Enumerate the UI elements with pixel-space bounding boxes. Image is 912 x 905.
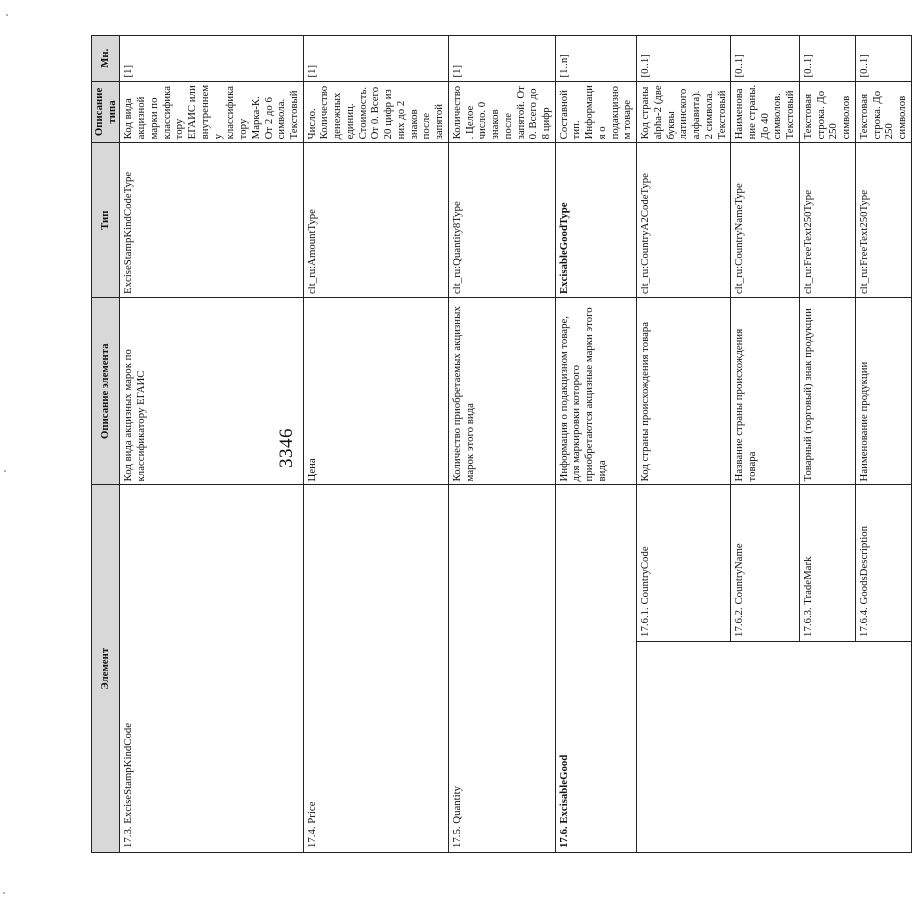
- table-header-row: [92, 36, 120, 853]
- multiplicity-cell: [0..1]: [855, 36, 911, 82]
- element-name: GoodsDescription: [857, 525, 870, 605]
- multiplicity-cell: [0..1]: [799, 36, 855, 82]
- row-number: 17.6.2.: [733, 607, 746, 637]
- multiplicity-cell: [0..1]: [637, 36, 731, 82]
- type-cell: clt_ru:Quantity8Type: [448, 143, 555, 298]
- header-description: Описание элемента: [92, 298, 120, 485]
- element-cell: [799, 485, 855, 642]
- element-cell: [731, 485, 800, 642]
- element-cell: [120, 485, 303, 853]
- table-row: [637, 36, 731, 853]
- multiplicity-cell: [1..n]: [555, 36, 636, 82]
- element-name: ExciseStampKindCode: [122, 722, 135, 824]
- type-cell: clt_ru:AmountType: [303, 143, 448, 298]
- row-number: 17.3.: [122, 826, 135, 848]
- element-name: ExcisableGood: [557, 754, 570, 824]
- type-description-cell: Наименование страны. До 40 символов. Текстовый: [731, 81, 800, 143]
- element-name: Price: [305, 801, 318, 824]
- element-cell: [555, 485, 636, 853]
- multiplicity-cell: [1]: [120, 36, 303, 82]
- row-number: 17.5.: [450, 826, 463, 848]
- multiplicity-cell: [0..1]: [731, 36, 800, 82]
- row-number: 17.6.3.: [801, 607, 814, 637]
- scan-speck: [6, 14, 8, 16]
- header-multiplicity: Мн.: [92, 36, 120, 82]
- description-cell: Цена: [303, 298, 448, 485]
- element-cell: [448, 485, 555, 853]
- element-name: Quantity: [450, 785, 463, 824]
- type-cell: clt_ru:CountryA2CodeType: [637, 143, 731, 298]
- description-cell: Код вида акцизных марок по классификатору ЕГАИС: [120, 298, 303, 485]
- header-type: Тип: [92, 143, 120, 298]
- table-row: [120, 36, 303, 853]
- type-cell: clt_ru:FreeText250Type: [799, 143, 855, 298]
- row-number: 17.6.1.: [639, 607, 652, 637]
- description-cell: Товарный (торговый) знак продукции: [799, 298, 855, 485]
- description-cell: Количество приобретаемых акцизных марок этого вида: [448, 298, 555, 485]
- type-description-cell: Текстовая строка. До 250 символов: [799, 81, 855, 143]
- description-cell: Информация о подакцизном товаре, для маркировки которого приобретаются акцизные марки этого вида: [555, 298, 636, 485]
- description-cell: Название страны происхождения товара: [731, 298, 800, 485]
- indent-cell: [637, 641, 912, 852]
- table-row: [303, 36, 448, 853]
- element-name: CountryCode: [639, 546, 652, 605]
- type-description-cell: Код страны alpha-2 (две буквы латинского алфавита). 2 символа. Текстовый: [637, 81, 731, 143]
- element-cell: [303, 485, 448, 853]
- row-number: 17.4.: [305, 826, 318, 848]
- type-description-cell: Составной тип. Информация о подакцизном товаре: [555, 81, 636, 143]
- type-cell: clt_ru:CountryNameType: [731, 143, 800, 298]
- table-row: [555, 36, 636, 853]
- type-cell: clt_ru:FreeText250Type: [855, 143, 911, 298]
- header-element: Элемент: [92, 485, 120, 853]
- table-row: [448, 36, 555, 853]
- row-number: 17.6.4.: [857, 607, 870, 637]
- description-cell: Код страны происхождения товара: [637, 298, 731, 485]
- scan-speck: [4, 470, 6, 472]
- description-cell: Наименование продукции: [855, 298, 911, 485]
- page-number: 3346: [276, 428, 297, 468]
- type-description-cell: Текстовая строка. До 250 символов: [855, 81, 911, 143]
- scan-speck: [3, 892, 5, 894]
- multiplicity-cell: [1]: [448, 36, 555, 82]
- element-cell: [855, 485, 911, 642]
- row-number: 17.6.: [557, 826, 570, 848]
- type-cell: ExciseStampKindCodeType: [120, 143, 303, 298]
- header-type-description: Описание типа: [92, 81, 120, 143]
- type-description-cell: Код вида акцизной марки по классификатору ЕГАИС или внутреннему классификатору Марка-К. От 2 до 6 символа. Текстовый: [120, 81, 303, 143]
- type-description-cell: Количество. Целое число. 0 знаков после запятой. От 0. Всего до 8 цифр: [448, 81, 555, 143]
- schema-table: [91, 35, 912, 853]
- multiplicity-cell: [1]: [303, 36, 448, 82]
- element-cell: [637, 485, 731, 642]
- type-description-cell: Число. Количество денежных единиц. Стоимость. От 0. Всего 20 цифр из них до 2 знаков после запятой: [303, 81, 448, 143]
- type-cell: ExcisableGoodType: [555, 143, 636, 298]
- element-name: TradeMark: [801, 556, 814, 605]
- element-name: CountryName: [733, 543, 746, 605]
